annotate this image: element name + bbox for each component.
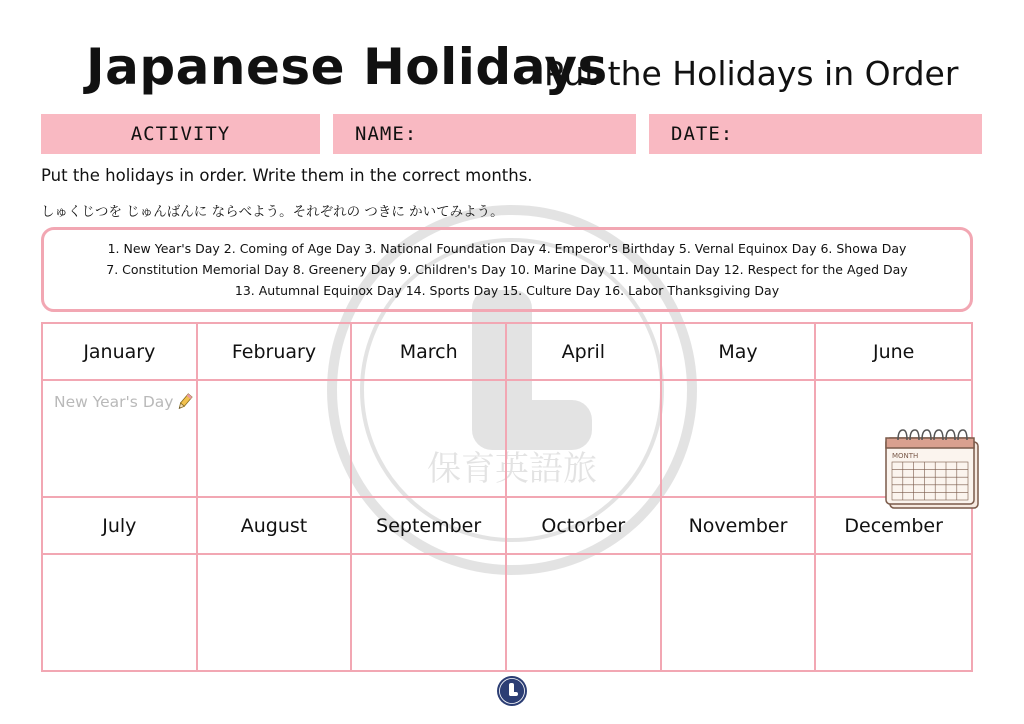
- word-bank-line: 13. Autumnal Equinox Day 14. Sports Day 15. Culture Day 16. Labor Thanksgiving Day: [234, 283, 780, 298]
- month-cell-may[interactable]: [662, 381, 817, 498]
- month-header-august: August: [198, 498, 353, 555]
- brand-logo: [496, 675, 528, 707]
- month-cell-february[interactable]: [198, 381, 353, 498]
- pencil-icon: [175, 393, 193, 411]
- month-cell-november[interactable]: [662, 555, 817, 672]
- month-cell-january[interactable]: [43, 381, 198, 498]
- month-header-april: April: [507, 324, 662, 381]
- month-header-february: February: [198, 324, 353, 381]
- page-subtitle: Put the Holidays in Order: [544, 54, 959, 93]
- word-bank-line: 1. New Year's Day 2. Coming of Age Day 3. National Foundation Day 4. Emperor's Birthday 5. Vernal Equinox Day 6. Showa Day: [107, 241, 907, 256]
- word-bank-line: 7. Constitution Memorial Day 8. Greenery Day 9. Children's Day 10. Marine Day 11. Mountain Day 12. Respect for the Aged Day: [106, 262, 908, 277]
- example-entry: [54, 393, 193, 411]
- calendar-icon-label: MONTH: [892, 452, 919, 460]
- month-header-november: November: [662, 498, 817, 555]
- activity-label: ACTIVITY: [41, 114, 320, 154]
- month-header-june: June: [816, 324, 971, 381]
- month-header-september: September: [352, 498, 507, 555]
- month-cell-april[interactable]: [507, 381, 662, 498]
- month-header-may: May: [662, 324, 817, 381]
- word-bank: [41, 227, 973, 312]
- month-header-march: March: [352, 324, 507, 381]
- instructions-japanese: しゅくじつを じゅんばんに ならべよう。それぞれの つきに かいてみよう。: [41, 204, 504, 220]
- month-header-october: Octorber: [507, 498, 662, 555]
- calendar-icon: [884, 428, 984, 512]
- month-calendar-grid: [41, 322, 973, 672]
- month-cell-december[interactable]: [816, 555, 971, 672]
- month-header-july: July: [43, 498, 198, 555]
- month-cell-august[interactable]: [198, 555, 353, 672]
- date-field[interactable]: DATE:: [649, 114, 982, 154]
- watermark-text: 保育英語旅: [427, 449, 597, 489]
- month-cell-october[interactable]: [507, 555, 662, 672]
- month-cell-july[interactable]: [43, 555, 198, 672]
- example-entry-text: New Year's Day: [54, 393, 174, 411]
- month-cell-march[interactable]: [352, 381, 507, 498]
- month-cell-september[interactable]: [352, 555, 507, 672]
- month-header-december: December: [816, 498, 971, 555]
- instructions-english: Put the holidays in order. Write them in the correct months.: [41, 166, 533, 185]
- month-header-january: January: [43, 324, 198, 381]
- page-title: Japanese Holidays: [86, 38, 608, 96]
- name-field[interactable]: NAME:: [333, 114, 636, 154]
